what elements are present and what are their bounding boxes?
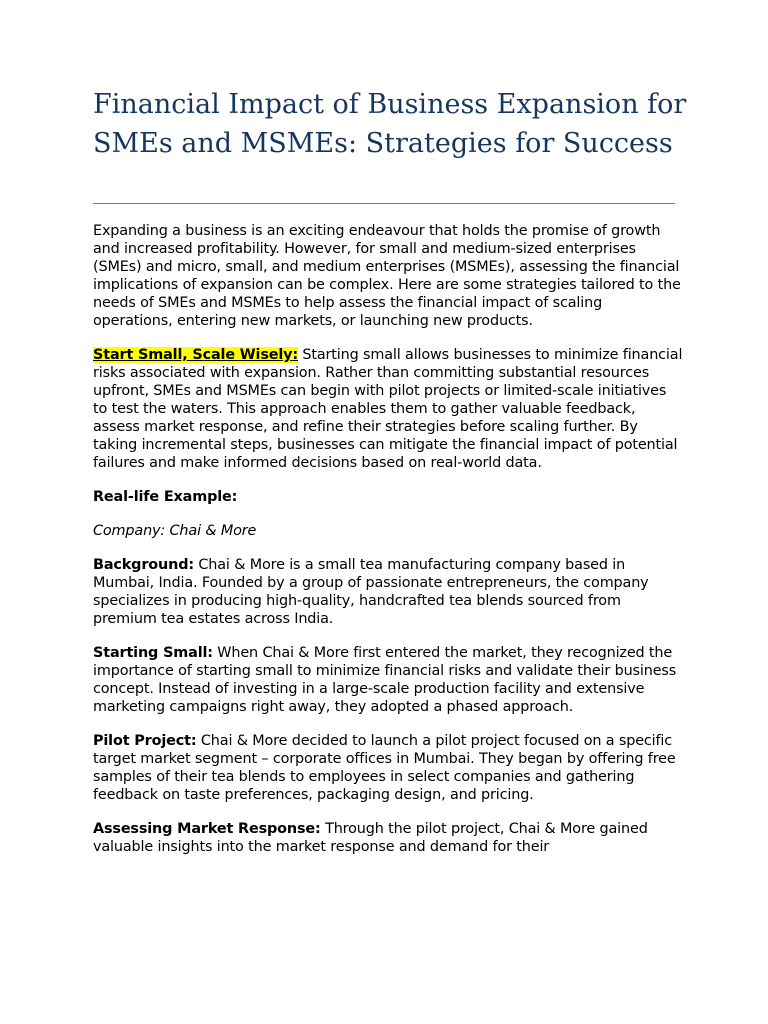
- market-response-paragraph: [93, 820, 683, 856]
- pilot-project-paragraph: [93, 732, 683, 804]
- starting-small-paragraph: [93, 644, 683, 716]
- background-text: Chai & More is a small tea manufacturing company based in Mumbai, India. Founded by a group of passionate entrepreneurs, the company specializes in producing high-quality, handcrafted tea blends sourced from premium tea estates across India.: [93, 557, 649, 627]
- background-label: Background:: [93, 557, 194, 573]
- pilot-project-label: Pilot Project:: [93, 733, 197, 749]
- example-heading: Real-life Example:: [93, 489, 238, 505]
- strategy-paragraph: [93, 346, 683, 472]
- intro-paragraph: Expanding a business is an exciting endeavour that holds the promise of growth and increased profitability. However, for small and medium-sized enterprises (SMEs) and micro, small, and medium enterprises (MSMEs), assessing the financial implications of expansion can be complex. Here are some strategies tailored to the needs of SMEs and MSMEs to help assess the financial impact of scaling operations, entering new markets, or launching new products.: [93, 223, 681, 329]
- title-underline: [93, 203, 675, 204]
- company-name: Company: Chai & More: [93, 523, 257, 539]
- market-response-label: Assessing Market Response:: [93, 821, 321, 837]
- background-paragraph: [93, 556, 683, 628]
- strategy-text: Starting small allows businesses to minimize financial risks associated with expansion. Rather than committing substantial resources upfront, SMEs and MSMEs can begin with pilot projects or limited-scale initiatives to test the waters. This approach enables them to gather valuable feedback, assess market response, and refine their strategies before scaling further. By taking incremental steps, businesses can mitigate the financial impact of potential failures and make informed decisions based on real-world data.: [93, 347, 683, 471]
- market-response-text: Through the pilot project, Chai & More gained valuable insights into the market response and demand for their: [93, 821, 648, 855]
- starting-small-text: When Chai & More first entered the market, they recognized the importance of starting small to minimize financial risks and validate their business concept. Instead of investing in a large-scale production facility and extensive marketing campaigns right away, they adopted a phased approach.: [93, 645, 677, 715]
- starting-small-label: Starting Small:: [93, 645, 213, 661]
- document-body: [93, 222, 683, 872]
- strategy-heading: Start Small, Scale Wisely:: [93, 347, 298, 363]
- document-title: Financial Impact of Business Expansion for SMEs and MSMEs: Strategies for Success: [93, 89, 687, 159]
- pilot-project-text: Chai & More decided to launch a pilot project focused on a specific target market segment – corporate offices in Mumbai. They began by offering free samples of their tea blends to employees in select companies and gathering feedback on taste preferences, packaging design, and pricing.: [93, 733, 676, 803]
